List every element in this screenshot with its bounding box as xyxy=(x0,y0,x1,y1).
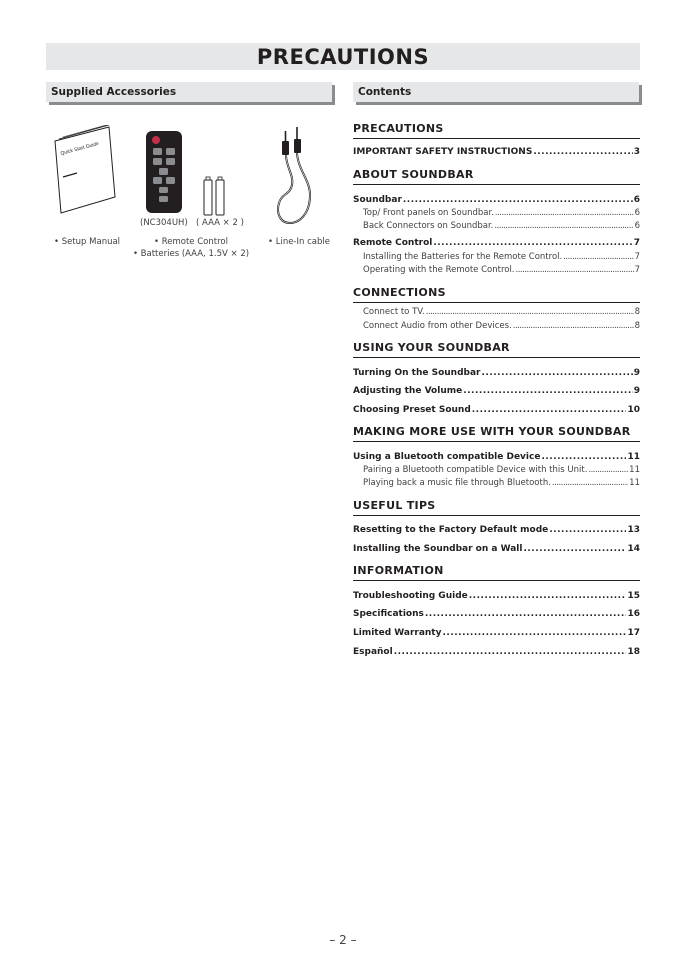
toc-entry[interactable]: Remote Control ..... 7 xyxy=(353,237,640,249)
toc-subentry[interactable]: Installing the Batteries for the Remote Control. ..... 7 xyxy=(363,251,640,263)
toc-subentry[interactable]: Connect to TV. ..... 8 xyxy=(363,306,640,318)
toc-entry[interactable]: Soundbar ..... 6 xyxy=(353,194,640,206)
toc-subentry[interactable]: Back Connectors on Soundbar. ..... 6 xyxy=(363,220,640,232)
manual-cover-text: Quick Start Guide xyxy=(59,140,100,157)
toc-section-heading: ABOUT SOUNDBAR xyxy=(353,168,640,185)
page-number: – 2 – xyxy=(329,933,357,947)
toc-entry[interactable]: Specifications ..... 16 xyxy=(353,608,640,620)
toc-section-heading: USEFUL TIPS xyxy=(353,499,640,516)
line-in-cable-label: • Line-In cable xyxy=(268,237,330,247)
accessories-heading: Supplied Accessories xyxy=(46,82,332,102)
toc-subentry[interactable]: Connect Audio from other Devices. ..... 8 xyxy=(363,320,640,332)
toc-entry[interactable]: Using a Bluetooth compatible Device ..... 11 xyxy=(353,451,640,463)
batteries-illustration xyxy=(203,176,227,216)
toc-entry[interactable]: Resetting to the Factory Default mode ..... 13 xyxy=(353,524,640,536)
setup-manual-illustration xyxy=(53,125,117,215)
toc-section-heading: INFORMATION xyxy=(353,564,640,581)
toc-entry[interactable]: Limited Warranty ..... 17 xyxy=(353,627,640,639)
toc-entry[interactable]: Choosing Preset Sound ..... 10 xyxy=(353,404,640,416)
toc-entry[interactable]: Installing the Soundbar on a Wall ..... 14 xyxy=(353,543,640,555)
remote-model-label: (NC304UH) xyxy=(140,218,188,228)
toc-subentry[interactable]: Pairing a Bluetooth compatible Device with this Unit. ..... 11 xyxy=(363,464,640,476)
contents-heading: Contents xyxy=(353,82,639,102)
remote-control-illustration xyxy=(145,130,185,214)
toc-section-heading: MAKING MORE USE WITH YOUR SOUNDBAR xyxy=(353,425,640,442)
toc-section-heading: CONNECTIONS xyxy=(353,286,640,303)
page-title: PRECAUTIONS xyxy=(46,43,640,70)
toc-entry[interactable]: Español ..... 18 xyxy=(353,646,640,658)
toc-subentry[interactable]: Playing back a music file through Bluetooth. ..... 11 xyxy=(363,477,640,489)
setup-manual-label: • Setup Manual xyxy=(54,237,121,247)
toc-entry[interactable]: Adjusting the Volume ..... 9 xyxy=(353,385,640,397)
toc-subentry[interactable]: Operating with the Remote Control. ..... 7 xyxy=(363,264,640,276)
remote-control-label: • Remote Control xyxy=(154,237,228,247)
toc-subentry[interactable]: Top/ Front panels on Soundbar. ..... 6 xyxy=(363,207,640,219)
toc-entry[interactable]: Turning On the Soundbar ..... 9 xyxy=(353,367,640,379)
toc-entry[interactable]: Troubleshooting Guide ..... 15 xyxy=(353,590,640,602)
toc-section-heading: PRECAUTIONS xyxy=(353,122,640,139)
toc-entry[interactable]: IMPORTANT SAFETY INSTRUCTIONS ..... 3 xyxy=(353,146,640,158)
toc-section-heading: USING YOUR SOUNDBAR xyxy=(353,341,640,358)
battery-quantity-label: ( AAA × 2 ) xyxy=(196,218,244,228)
line-in-cable-illustration xyxy=(270,125,320,230)
batteries-label: • Batteries (AAA, 1.5V × 2) xyxy=(132,249,250,259)
